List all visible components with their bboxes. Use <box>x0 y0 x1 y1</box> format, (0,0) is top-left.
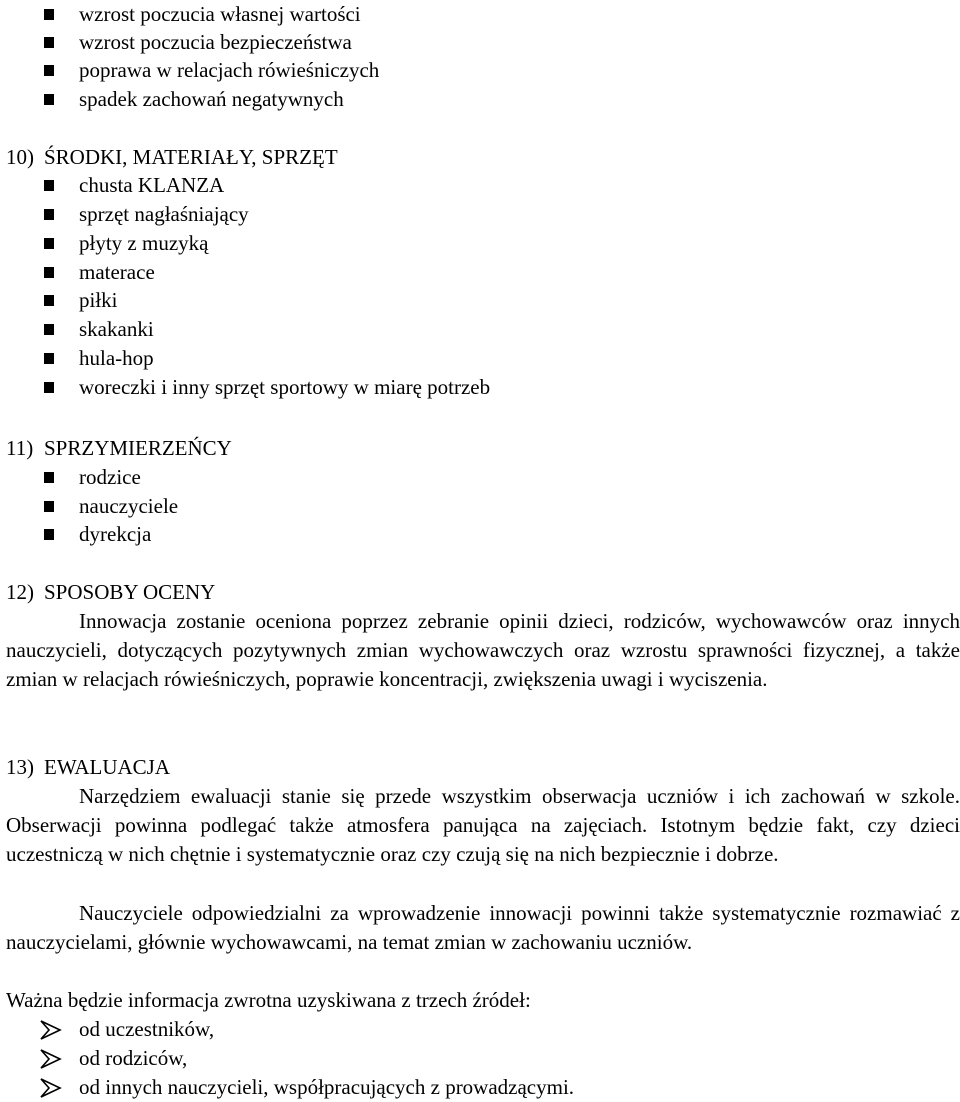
section-number: 11) <box>6 436 34 460</box>
list-item-text: dyrekcja <box>79 522 152 546</box>
section-title: SPRZYMIERZEŃCY <box>44 436 232 460</box>
square-bullet-icon <box>44 209 54 220</box>
list-item-text: hula-hop <box>79 346 154 370</box>
list-item-text: wzrost poczucia własnej wartości <box>79 2 361 26</box>
square-bullet-icon <box>44 382 54 393</box>
evaluation-paragraph: Narzędziem ewaluacji stanie się przede wszystkim obserwacja uczniów i ich zachowań w szkole. Obserwacji powinna podlegać także atmosfera panująca na zajęciach. Istotnym będzie fakt, czy dzieci uczestniczą w nich chętnie i systematycznie oraz czy czują się na nich bezpiecznie i dobrze. <box>6 784 960 866</box>
square-bullet-icon <box>44 501 54 512</box>
list-item-text: materace <box>79 260 155 284</box>
arrowhead-bullet-icon <box>40 1020 62 1040</box>
list-item-text: piłki <box>79 288 118 312</box>
section-heading-materials <box>6 143 338 172</box>
square-bullet-icon <box>44 529 54 540</box>
square-bullet-icon <box>44 180 54 191</box>
square-bullet-icon <box>44 295 54 306</box>
square-bullet-icon <box>44 65 54 76</box>
section-title: ŚRODKI, MATERIAŁY, SPRZĘT <box>44 145 338 169</box>
list-item-text: od rodziców, <box>79 1046 188 1070</box>
arrowhead-bullet-icon <box>40 1049 62 1069</box>
list-item-text: rodzice <box>79 465 141 489</box>
section-heading-allies <box>6 434 232 463</box>
square-bullet-icon <box>44 238 54 249</box>
list-item-text: nauczyciele <box>79 494 179 518</box>
arrowhead-bullet-icon <box>40 1078 62 1098</box>
list-item-text: od innych nauczycieli, współpracujących z prowadzącymi. <box>79 1075 575 1099</box>
evaluation-paragraph-teachers: Nauczyciele odpowiedzialni za wprowadzenie innowacji powinni także systematycznie rozmawiać z nauczycielami, głównie wychowawcami, na temat zmian w zachowaniu uczniów. <box>6 901 960 954</box>
list-item-text: płyty z muzyką <box>79 231 209 255</box>
section-number: 12) <box>6 580 34 604</box>
assessment-paragraph: Innowacja zostanie oceniona poprzez zebranie opinii dzieci, rodziców, wychowawców oraz innych nauczycieli, dotyczących pozytywnych zmian wychowawczych oraz wzrostu sprawności fizycznej, a także zmian w relacjach rówieśniczych, poprawie koncentracji, zwiększenia uwagi i wyciszenia. <box>6 609 960 691</box>
list-item-text: spadek zachowań negatywnych <box>79 87 344 111</box>
list-item-text: chusta KLANZA <box>79 173 225 197</box>
list-item-text: skakanki <box>79 317 154 341</box>
square-bullet-icon <box>44 37 54 48</box>
section-number: 10) <box>6 145 34 169</box>
square-bullet-icon <box>44 9 54 20</box>
square-bullet-icon <box>44 324 54 335</box>
section-heading-evaluation <box>6 753 170 782</box>
square-bullet-icon <box>44 353 54 364</box>
section-title: SPOSOBY OCENY <box>44 580 216 604</box>
square-bullet-icon <box>44 94 54 105</box>
list-item-text: sprzęt nagłaśniający <box>79 202 249 226</box>
list-item-text: od uczestników, <box>79 1017 215 1041</box>
section-title: EWALUACJA <box>44 755 170 779</box>
list-item-text: woreczki i inny sprzęt sportowy w miarę potrzeb <box>79 375 491 399</box>
list-item-text: wzrost poczucia bezpieczeństwa <box>79 30 352 54</box>
list-item-text: poprawa w relacjach rówieśniczych <box>79 58 380 82</box>
square-bullet-icon <box>44 267 54 278</box>
square-bullet-icon <box>44 472 54 483</box>
section-heading-assessment <box>6 578 215 607</box>
feedback-intro: Ważna będzie informacja zwrotna uzyskiwana z trzech źródeł: <box>6 988 531 1012</box>
section-number: 13) <box>6 755 34 779</box>
